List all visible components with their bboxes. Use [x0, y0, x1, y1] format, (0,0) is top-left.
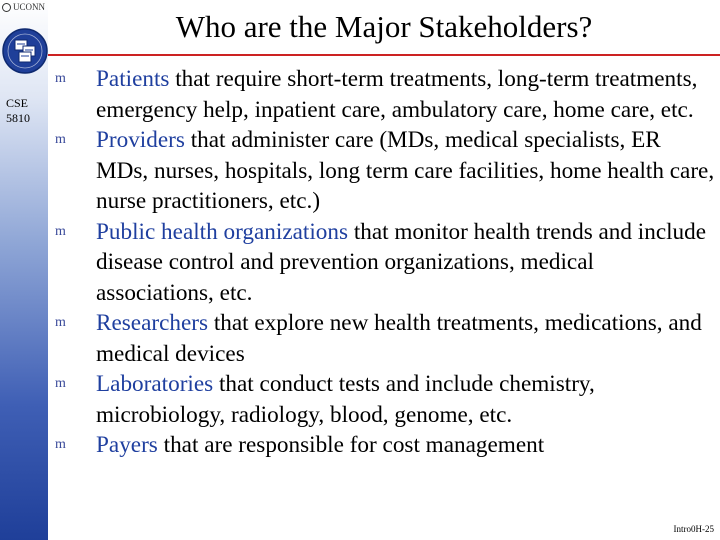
cse-logo-icon — [1, 16, 49, 86]
stakeholder-term: Providers — [96, 127, 185, 153]
stakeholder-term: Patients — [96, 66, 170, 92]
university-seal-icon — [2, 3, 11, 12]
bullet-marker-icon: m — [55, 437, 66, 452]
stakeholder-description: that monitor health trends and include disease control and prevention organizations, medical associations, etc. — [96, 218, 707, 306]
stakeholder-term: Public health organizations — [96, 218, 349, 245]
uconn-label: UCONN — [13, 2, 46, 12]
stakeholder-description: that administer care (MDs, medical specialists, ER MDs, nurses, hospitals, long term care facilities, home health care, nurse practitioners, etc.) — [96, 127, 715, 214]
slide-title: Who are the Major Stakeholders? — [175, 9, 593, 44]
stakeholder-term: Payers — [96, 432, 158, 458]
list-item — [55, 217, 715, 309]
title-divider — [48, 54, 720, 56]
uconn-brand — [2, 1, 45, 13]
bullet-marker-icon: m — [55, 223, 66, 239]
list-item — [55, 64, 715, 125]
list-item — [55, 369, 715, 430]
list-item — [55, 308, 715, 369]
bullet-marker-icon: m — [55, 376, 66, 391]
bullet-marker-icon: m — [55, 71, 66, 86]
bullet-marker-icon: m — [55, 132, 66, 147]
slide-footer-id: Intro0H-25 — [673, 524, 714, 534]
stakeholder-term: Laboratories — [96, 371, 214, 397]
course-code — [6, 96, 42, 126]
course-code-subject: CSE — [6, 96, 29, 110]
stakeholder-description: that require short-term treatments, long-term treatments, emergency help, inpatient care, ambulatory care, home care, etc. — [96, 66, 698, 123]
bullet-marker-icon: m — [55, 315, 66, 330]
stakeholder-description: that conduct tests and include chemistry, microbiology, radiology, blood, genome, etc. — [96, 371, 595, 428]
list-item — [55, 125, 715, 217]
course-code-number: 5810 — [6, 111, 30, 125]
stakeholder-description: that are responsible for cost management — [157, 432, 545, 458]
stakeholder-description: that explore new health treatments, medications, and medical devices — [96, 310, 702, 367]
stakeholder-term: Researchers — [96, 310, 209, 336]
stakeholder-list — [55, 64, 715, 461]
list-item — [55, 430, 715, 461]
